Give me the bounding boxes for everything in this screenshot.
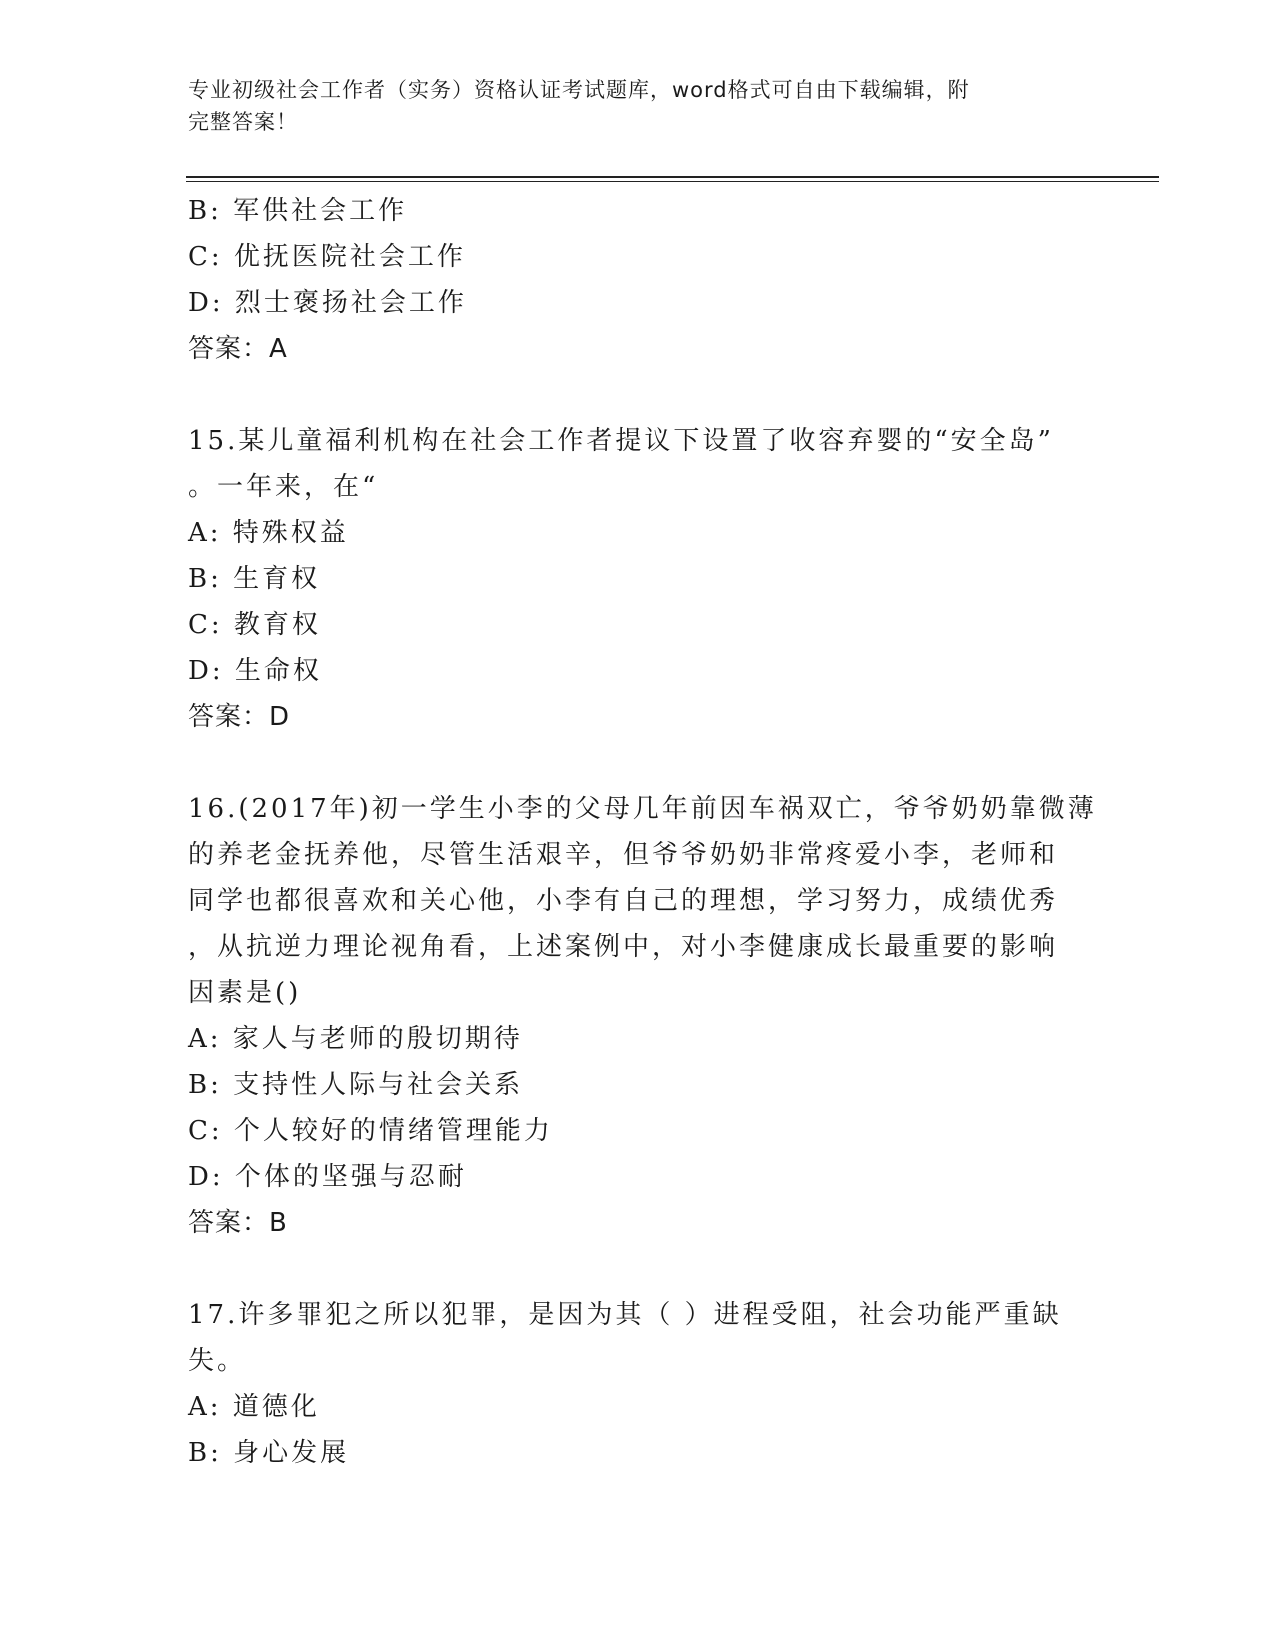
question-text-line: 同学也都很喜欢和关心他，小李有自己的理想，学习努力，成绩优秀 xyxy=(188,886,1059,916)
header-line-2: 完整答案！ xyxy=(188,110,298,134)
question-text-line: 15.某儿童福利机构在社会工作者提议下设置了收容弃婴的“安全岛” xyxy=(188,426,1054,456)
option-d: D: 个体的坚强与忍耐 xyxy=(188,1162,467,1192)
option-c: C: 优抚医院社会工作 xyxy=(188,242,466,272)
option-c: C: 教育权 xyxy=(188,610,321,640)
answer: 答案：B xyxy=(188,1208,288,1238)
question-text-line: ，从抗逆力理论视角看，上述案例中，对小李健康成长最重要的影响 xyxy=(188,932,1059,962)
spacer xyxy=(188,372,1088,418)
question-content xyxy=(188,188,1097,1476)
question-17 xyxy=(188,1292,1088,1476)
option-b: B: 身心发展 xyxy=(188,1438,350,1468)
question-text-line: 16.(2017年)初一学生小李的父母几年前因车祸双亡，爷爷奶奶靠微薄 xyxy=(188,794,1097,824)
header-line-1: 专业初级社会工作者（实务）资格认证考试题库，word格式可自由下载编辑，附 xyxy=(188,78,970,102)
option-a: A: 道德化 xyxy=(188,1392,320,1422)
answer: 答案：D xyxy=(188,702,291,732)
question-15 xyxy=(188,418,1088,740)
option-b: B: 军供社会工作 xyxy=(188,196,408,226)
option-b: B: 支持性人际与社会关系 xyxy=(188,1070,524,1100)
option-a: A: 家人与老师的殷切期待 xyxy=(188,1024,523,1054)
question-14-tail xyxy=(188,188,1088,372)
answer: 答案：A xyxy=(188,334,288,364)
question-text-line: 因素是() xyxy=(188,978,302,1008)
option-d: D: 烈士褒扬社会工作 xyxy=(188,288,467,318)
option-b: B: 生育权 xyxy=(188,564,321,594)
question-text-line: 的养老金抚养他，尽管生活艰辛，但爷爷奶奶非常疼爱小李，老师和 xyxy=(188,840,1059,870)
question-text-line: 17.许多罪犯之所以犯罪，是因为其（ ）进程受阻，社会功能严重缺 xyxy=(188,1300,1062,1330)
question-text-line: 失。 xyxy=(188,1346,247,1376)
option-a: A: 特殊权益 xyxy=(188,518,349,548)
spacer xyxy=(188,740,1088,786)
option-c: C: 个人较好的情绪管理能力 xyxy=(188,1116,553,1146)
option-d: D: 生命权 xyxy=(188,656,322,686)
header-rule-thin xyxy=(186,181,1159,182)
question-text-line: 。一年来，在“ xyxy=(188,472,379,502)
header-rule-thick xyxy=(186,176,1159,178)
spacer xyxy=(188,1246,1088,1292)
question-16 xyxy=(188,786,1097,1246)
page-header xyxy=(188,74,1088,138)
